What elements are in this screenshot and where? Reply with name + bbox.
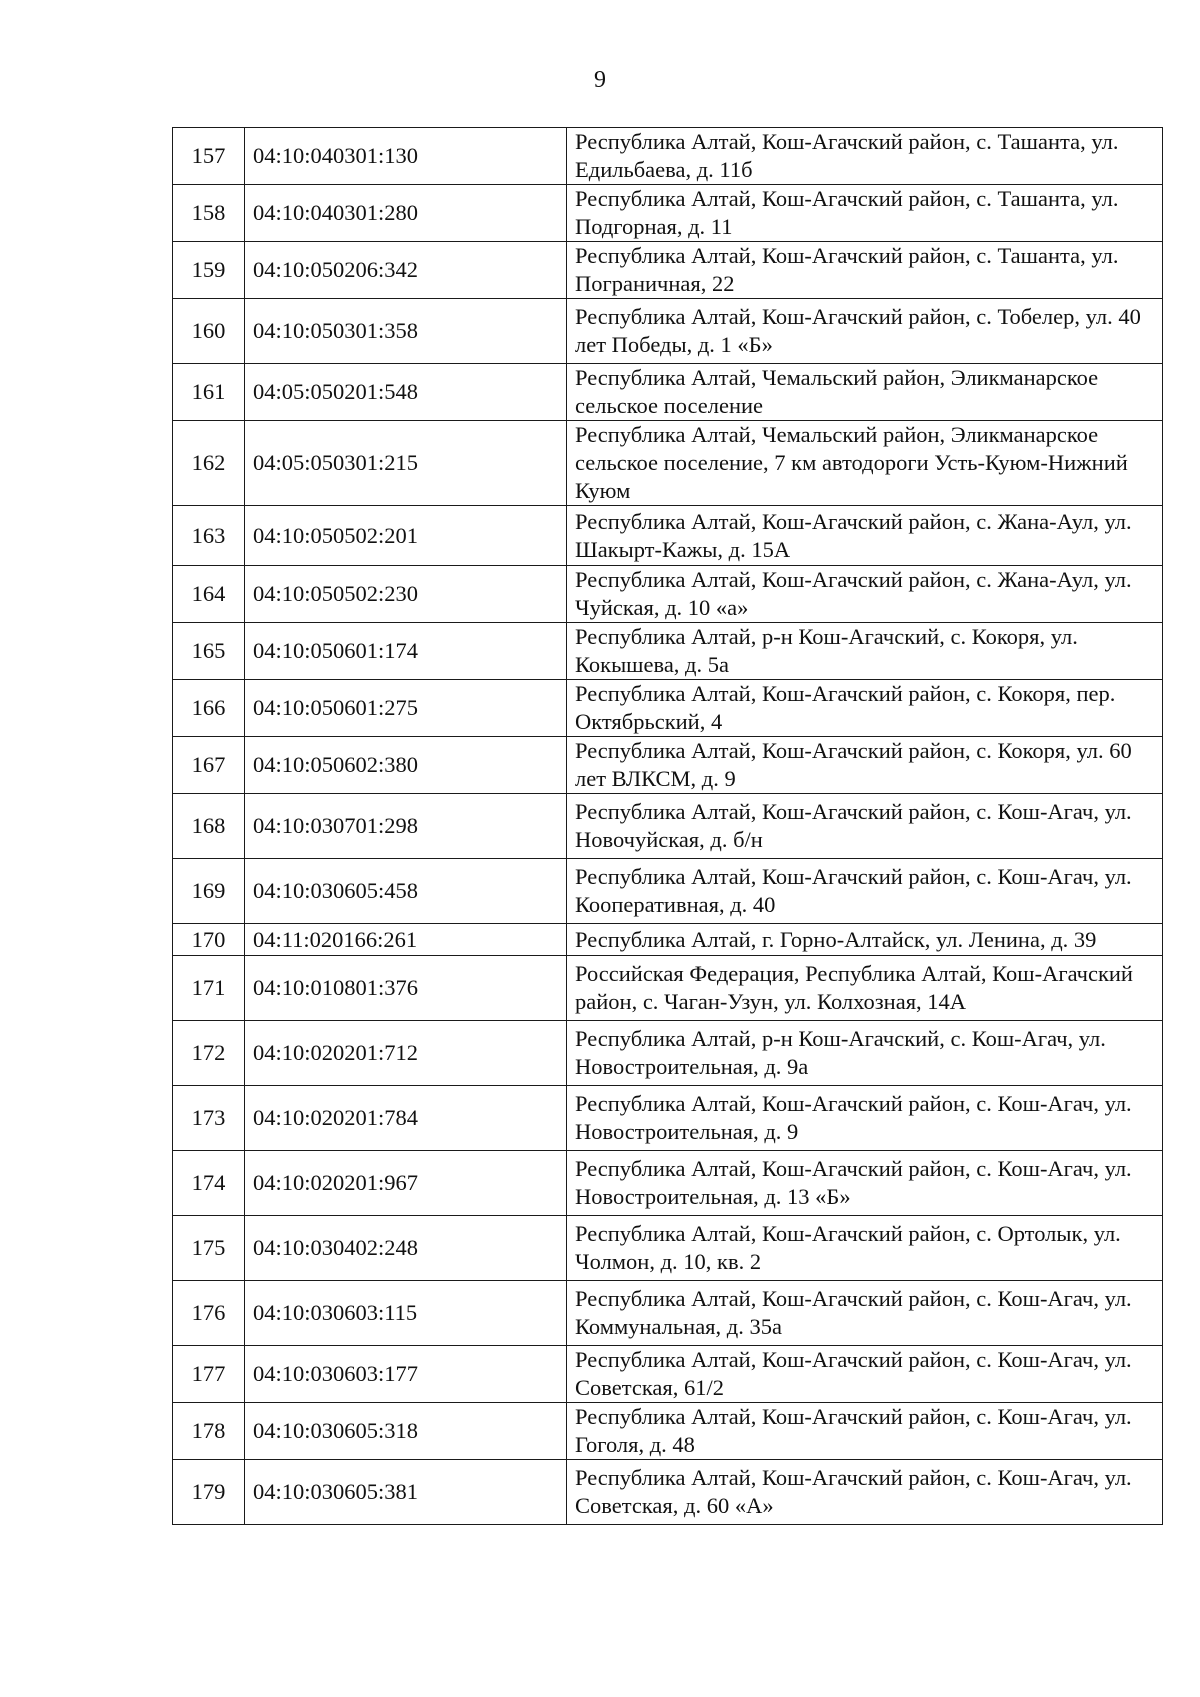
table-row — [173, 128, 1163, 185]
table-row — [173, 299, 1163, 364]
table-row — [173, 1403, 1163, 1460]
cadastral-number-cell: 04:10:040301:280 — [245, 185, 567, 242]
row-number-cell: 179 — [173, 1460, 245, 1525]
cadastral-number-cell: 04:10:010801:376 — [245, 956, 567, 1021]
address-cell: Республика Алтай, Кош-Агачский район, с. Тобелер, ул. 40 лет Победы, д. 1 «Б» — [567, 299, 1163, 364]
address-cell: Республика Алтай, Кош-Агачский район, с. Жана-Аул, ул. Чуйская, д. 10 «а» — [567, 566, 1163, 623]
row-number-cell: 162 — [173, 421, 245, 506]
address-cell: Республика Алтай, Кош-Агачский район, с. Кош-Агач, ул. Кооперативная, д. 40 — [567, 859, 1163, 924]
address-cell: Республика Алтай, Кош-Агачский район, с. Кош-Агач, ул. Новочуйская, д. б/н — [567, 794, 1163, 859]
row-number-cell: 167 — [173, 737, 245, 794]
row-number-cell: 168 — [173, 794, 245, 859]
row-number-cell: 175 — [173, 1216, 245, 1281]
row-number-cell: 158 — [173, 185, 245, 242]
row-number-cell: 161 — [173, 364, 245, 421]
cadastral-number-cell: 04:05:050301:215 — [245, 421, 567, 506]
row-number-cell: 170 — [173, 924, 245, 956]
table-row — [173, 1151, 1163, 1216]
cadastral-number-cell: 04:10:020201:712 — [245, 1021, 567, 1086]
table-row — [173, 859, 1163, 924]
table-row — [173, 794, 1163, 859]
row-number-cell: 177 — [173, 1346, 245, 1403]
row-number-cell: 164 — [173, 566, 245, 623]
row-number-cell: 176 — [173, 1281, 245, 1346]
address-cell: Республика Алтай, Кош-Агачский район, с. Ташанта, ул. Подгорная, д. 11 — [567, 185, 1163, 242]
address-cell: Республика Алтай, Чемальский район, Эликманарское сельское поселение — [567, 364, 1163, 421]
table-row — [173, 242, 1163, 299]
row-number-cell: 173 — [173, 1086, 245, 1151]
cadastral-number-cell: 04:10:050206:342 — [245, 242, 567, 299]
table-row — [173, 185, 1163, 242]
table-row — [173, 1281, 1163, 1346]
cadastral-number-cell: 04:10:050601:174 — [245, 623, 567, 680]
table-row — [173, 956, 1163, 1021]
table-row — [173, 1216, 1163, 1281]
row-number-cell: 171 — [173, 956, 245, 1021]
address-cell: Республика Алтай, Кош-Агачский район, с. Ташанта, ул. Едильбаева, д. 11б — [567, 128, 1163, 185]
address-cell: Республика Алтай, р-н Кош-Агачский, с. Кокоря, ул. Кокышева, д. 5а — [567, 623, 1163, 680]
cadastral-number-cell: 04:10:020201:784 — [245, 1086, 567, 1151]
address-cell: Республика Алтай, Кош-Агачский район, с. Кокоря, пер. Октябрьский, 4 — [567, 680, 1163, 737]
address-cell: Республика Алтай, Кош-Агачский район, с. Кош-Агач, ул. Новостроительная, д. 9 — [567, 1086, 1163, 1151]
table-row — [173, 1086, 1163, 1151]
cadastral-number-cell: 04:10:030605:458 — [245, 859, 567, 924]
cadastral-number-cell: 04:10:050301:358 — [245, 299, 567, 364]
cadastral-number-cell: 04:10:050601:275 — [245, 680, 567, 737]
table-row — [173, 1021, 1163, 1086]
cadastral-number-cell: 04:10:030701:298 — [245, 794, 567, 859]
address-cell: Российская Федерация, Республика Алтай, Кош-Агачский район, с. Чаган-Узун, ул. Колхозная, 14А — [567, 956, 1163, 1021]
cadastral-number-cell: 04:10:050502:230 — [245, 566, 567, 623]
cadastral-number-cell: 04:05:050201:548 — [245, 364, 567, 421]
table-row — [173, 623, 1163, 680]
address-cell: Республика Алтай, Кош-Агачский район, с. Кош-Агач, ул. Советская, д. 60 «А» — [567, 1460, 1163, 1525]
table-row — [173, 566, 1163, 623]
row-number-cell: 178 — [173, 1403, 245, 1460]
address-cell: Республика Алтай, Кош-Агачский район, с. Кош-Агач, ул. Советская, 61/2 — [567, 1346, 1163, 1403]
cadastral-number-cell: 04:10:030605:318 — [245, 1403, 567, 1460]
cadastral-number-cell: 04:11:020166:261 — [245, 924, 567, 956]
table-row — [173, 506, 1163, 566]
address-cell: Республика Алтай, Кош-Агачский район, с. Кош-Агач, ул. Новостроительная, д. 13 «Б» — [567, 1151, 1163, 1216]
address-cell: Республика Алтай, Кош-Агачский район, с. Кош-Агач, ул. Коммунальная, д. 35а — [567, 1281, 1163, 1346]
address-cell: Республика Алтай, Чемальский район, Эликманарское сельское поселение, 7 км автодороги Усть-Куюм-Нижний Куюм — [567, 421, 1163, 506]
page-number: 9 — [594, 67, 606, 93]
cadastral-number-cell: 04:10:030402:248 — [245, 1216, 567, 1281]
table-row — [173, 1346, 1163, 1403]
land-plots-table — [172, 127, 1163, 1525]
cadastral-number-cell: 04:10:030603:177 — [245, 1346, 567, 1403]
cadastral-number-cell: 04:10:050602:380 — [245, 737, 567, 794]
address-cell: Республика Алтай, р-н Кош-Агачский, с. Кош-Агач, ул. Новостроительная, д. 9а — [567, 1021, 1163, 1086]
table-row — [173, 421, 1163, 506]
table-row — [173, 364, 1163, 421]
address-cell: Республика Алтай, Кош-Агачский район, с. Жана-Аул, ул. Шакырт-Кажы, д. 15А — [567, 506, 1163, 566]
address-cell: Республика Алтай, Кош-Агачский район, с. Ортолык, ул. Чолмон, д. 10, кв. 2 — [567, 1216, 1163, 1281]
row-number-cell: 160 — [173, 299, 245, 364]
address-cell: Республика Алтай, Кош-Агачский район, с. Ташанта, ул. Пограничная, 22 — [567, 242, 1163, 299]
row-number-cell: 163 — [173, 506, 245, 566]
table-row — [173, 680, 1163, 737]
cadastral-number-cell: 04:10:040301:130 — [245, 128, 567, 185]
row-number-cell: 157 — [173, 128, 245, 185]
address-cell: Республика Алтай, Кош-Агачский район, с. Кош-Агач, ул. Гоголя, д. 48 — [567, 1403, 1163, 1460]
cadastral-number-cell: 04:10:030603:115 — [245, 1281, 567, 1346]
address-cell: Республика Алтай, г. Горно-Алтайск, ул. Ленина, д. 39 — [567, 924, 1163, 956]
table-body — [173, 128, 1163, 1525]
cadastral-number-cell: 04:10:050502:201 — [245, 506, 567, 566]
row-number-cell: 172 — [173, 1021, 245, 1086]
cadastral-number-cell: 04:10:030605:381 — [245, 1460, 567, 1525]
cadastral-number-cell: 04:10:020201:967 — [245, 1151, 567, 1216]
row-number-cell: 166 — [173, 680, 245, 737]
row-number-cell: 174 — [173, 1151, 245, 1216]
table-row — [173, 924, 1163, 956]
table-row — [173, 1460, 1163, 1525]
address-cell: Республика Алтай, Кош-Агачский район, с. Кокоря, ул. 60 лет ВЛКСМ, д. 9 — [567, 737, 1163, 794]
row-number-cell: 165 — [173, 623, 245, 680]
row-number-cell: 159 — [173, 242, 245, 299]
row-number-cell: 169 — [173, 859, 245, 924]
table-row — [173, 737, 1163, 794]
